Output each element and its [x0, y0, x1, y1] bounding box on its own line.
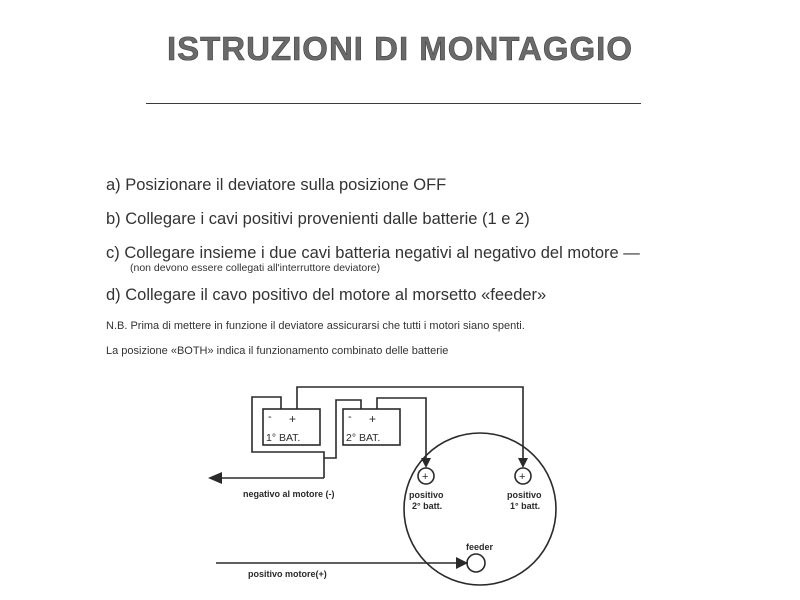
- page-title: ISTRUZIONI DI MONTAGGIO: [166, 30, 634, 67]
- arrow-negative-motore: [208, 472, 222, 484]
- terminal-battery-1-plus: +: [519, 471, 526, 483]
- battery-1-minus: -: [268, 411, 272, 423]
- wire-battery-2-positive: [377, 398, 426, 462]
- both-note: La posizione «BOTH» indica il funzionamento combinato delle batterie: [106, 345, 449, 357]
- arrow-feeder: [456, 557, 468, 569]
- battery-2-label: 2° BAT.: [346, 432, 381, 444]
- positivo-2-line1: positivo: [409, 490, 444, 500]
- step-c: c) Collegare insieme i due cavi batteria negativi al negativo del motore —: [106, 244, 640, 262]
- terminal-battery-2-plus: +: [422, 471, 429, 483]
- arrow-terminal-2: [421, 458, 431, 468]
- positivo-2-line2: 2° batt.: [412, 501, 443, 511]
- positivo-1-line1: positivo: [507, 490, 542, 500]
- negativo-motore-label: negativo al motore (-): [243, 489, 335, 499]
- battery-2-plus: +: [369, 412, 377, 426]
- positivo-motore-label: positivo motore(+): [248, 569, 327, 579]
- battery-1-label: 1° BAT.: [266, 432, 301, 444]
- step-a: a) Posizionare il deviatore sulla posizione OFF: [106, 176, 447, 194]
- step-c-note: (non devono essere collegati all'interruttore deviatore): [130, 262, 381, 274]
- step-b: b) Collegare i cavi positivi provenienti dalle batterie (1 e 2): [106, 210, 530, 228]
- nb-note: N.B. Prima di mettere in funzione il deviatore assicurarsi che tutti i motori siano spenti.: [106, 320, 525, 332]
- positivo-1-line2: 1° batt.: [510, 501, 541, 511]
- battery-2-minus: -: [348, 411, 352, 423]
- step-d: d) Collegare il cavo positivo del motore al morsetto «feeder»: [106, 286, 547, 304]
- terminal-feeder: [467, 554, 485, 572]
- feeder-label: feeder: [466, 542, 494, 552]
- arrow-terminal-1: [518, 458, 528, 468]
- battery-1-plus: +: [289, 412, 297, 426]
